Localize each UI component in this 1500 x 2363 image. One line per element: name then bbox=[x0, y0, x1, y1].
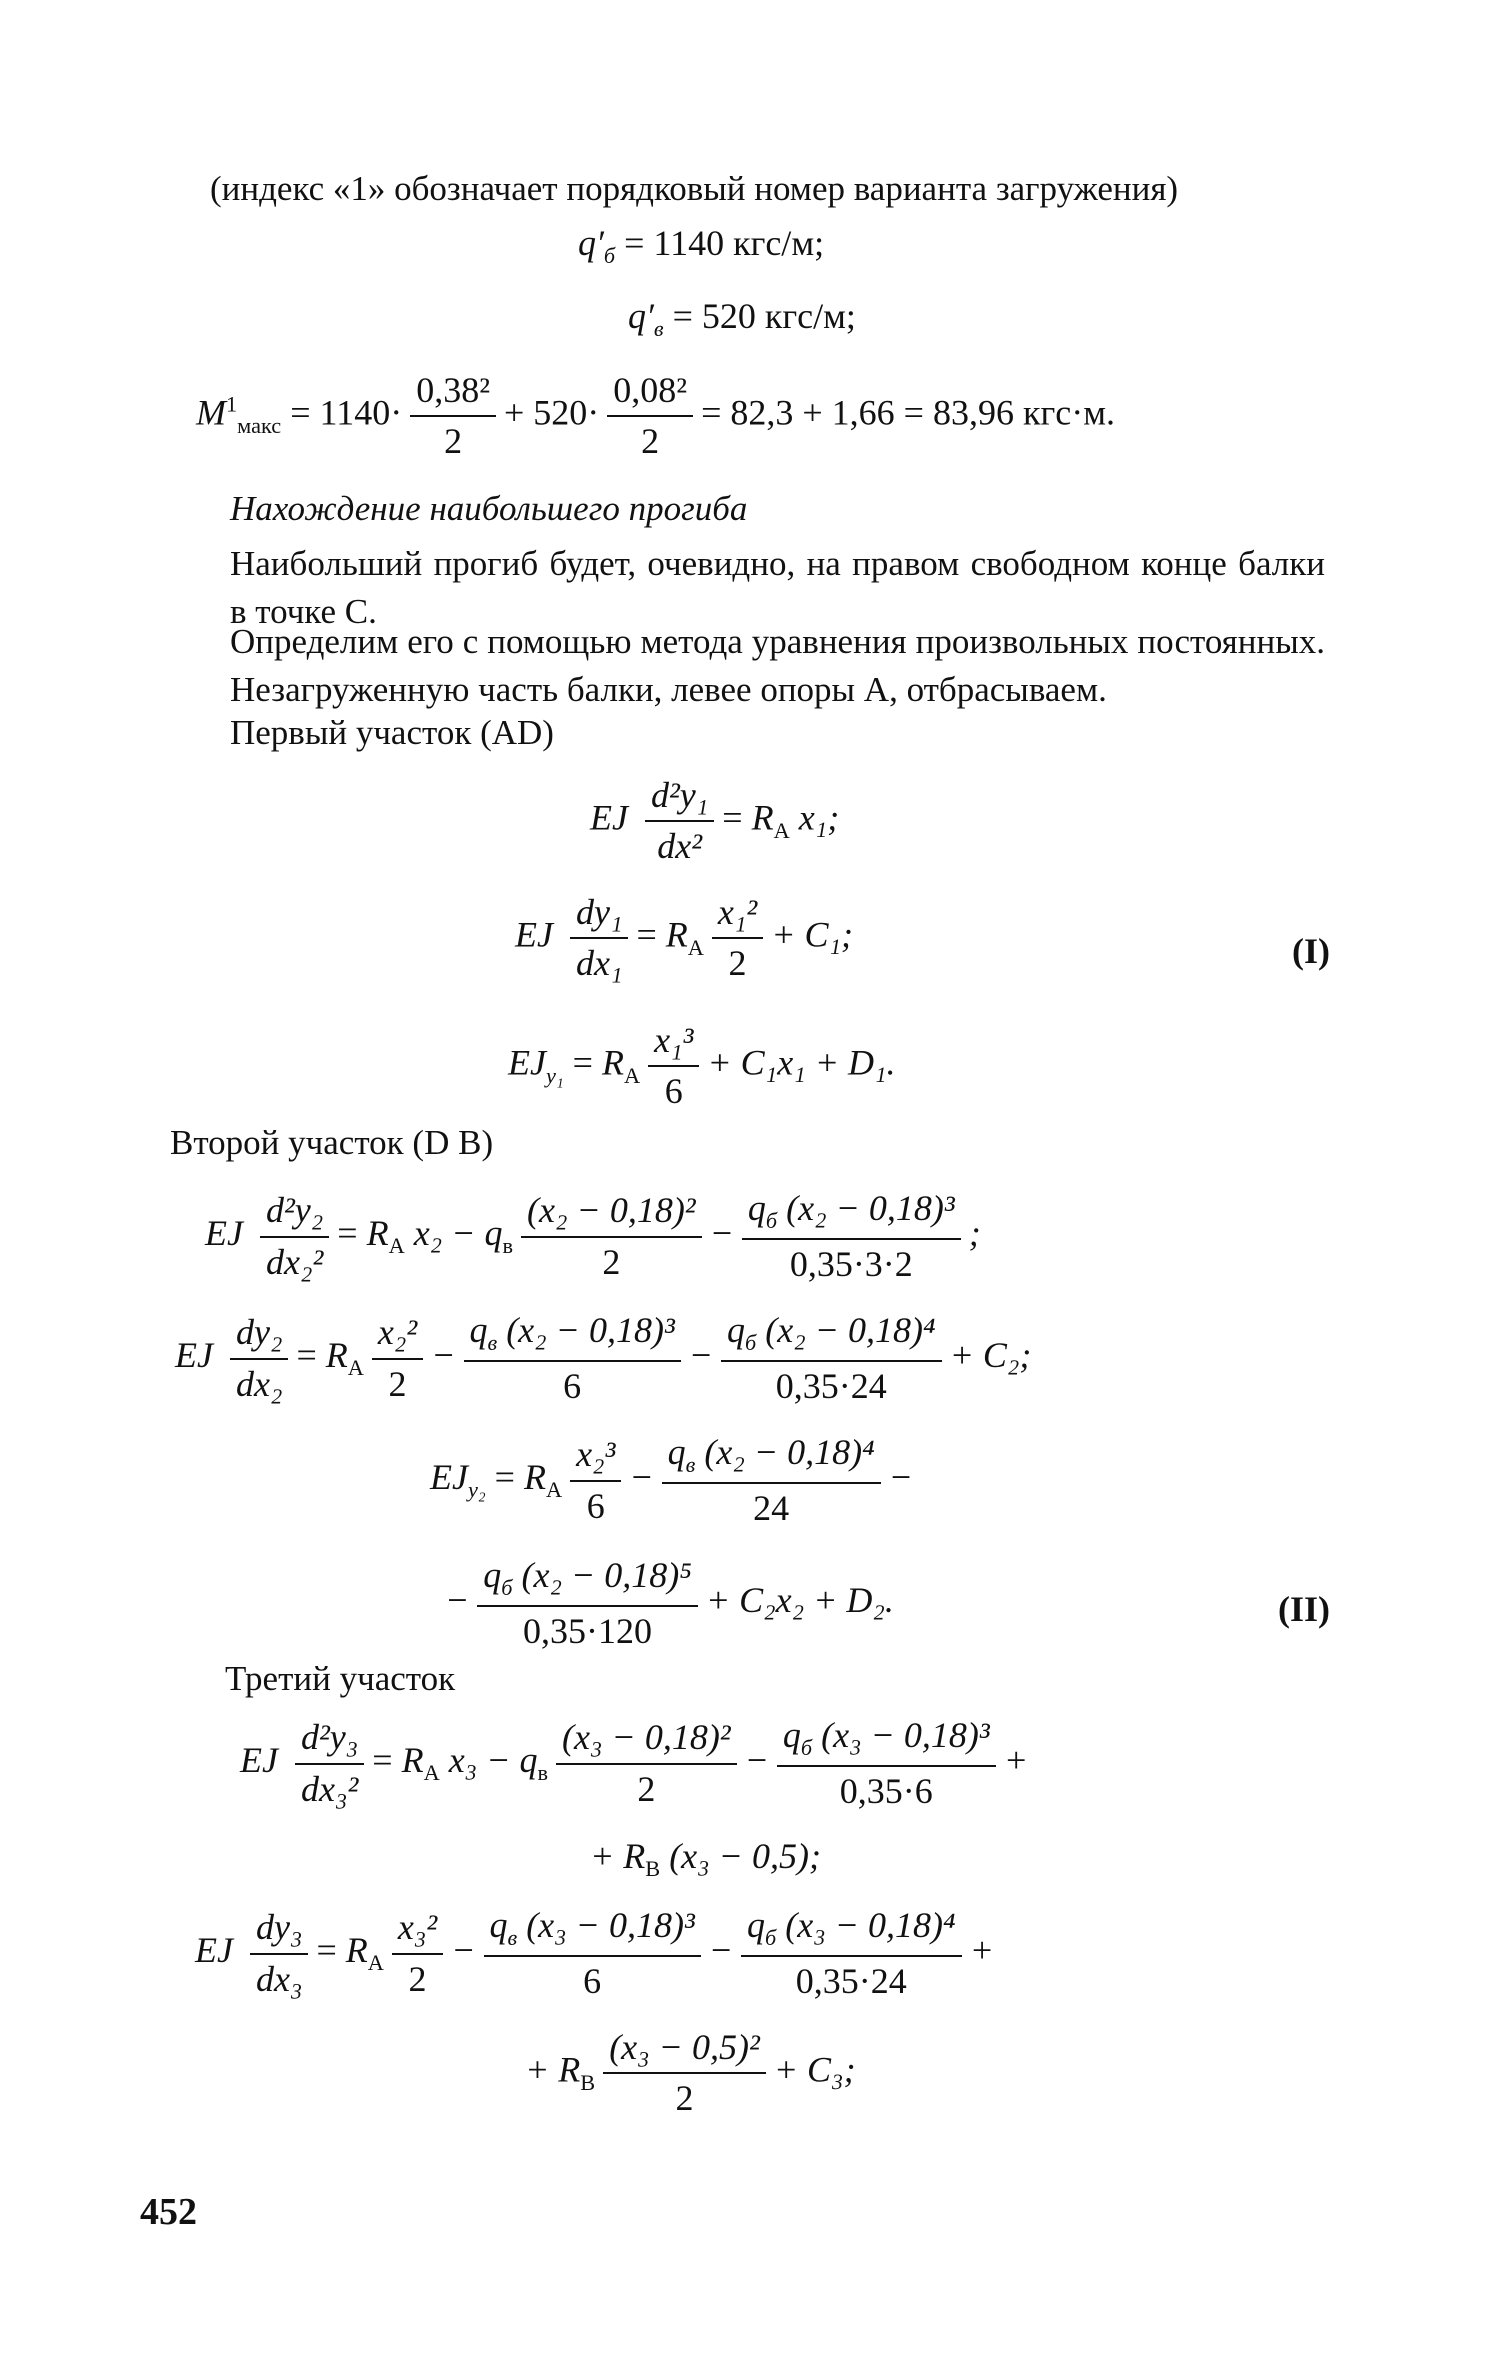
eq-second-2: EJ $\frac{\text{dy₂}}{\text{dx₂}}$ = $R_A$ $\frac{\text{x₂²}}{2}$ − $\frac{q_в (x_2 - 0,18)^3}{6}$ − $\frac{q_б (x_2 - 0,18)^4}{0,35\cdot 24}$ + C₂; bbox=[175, 1310, 1032, 1406]
moment-fraction-1: $\frac{\text{0,38²}}{2}$ bbox=[410, 370, 496, 463]
eq-number-1: (I) bbox=[1292, 931, 1330, 971]
moment-fraction-2: $\frac{\text{0,08²}}{2}$ bbox=[607, 370, 693, 463]
eq-second-1: EJ $\frac{\text{d²y₂}}{\text{dx₂²}}$ = $R_A$ $x_2 - q_в$ $\frac{\text{(x₂ − 0,18)²}}{2}$ − $\frac{q_б (x_2 - 0,18)^3}{0,35\cdot 3\cdot 2}$ ; bbox=[205, 1188, 981, 1284]
eq-first-2: EJ $\frac{\text{dy₁}}{\text{dx₁}}$ = $R_A$ $\frac{\text{x₁²}}{2}$ + C₁; bbox=[515, 892, 854, 984]
paragraph-1: Наибольший прогиб будет, очевидно, на правом свободном конце балки в точке C. bbox=[230, 544, 1325, 631]
moment-coef1: 1140· bbox=[319, 392, 403, 433]
eq-third-1a: EJ $\frac{\text{d²y₃}}{\text{dx₃²}}$ = $R_A$ $x_3 - q_в$ $\frac{\text{(x₃ − 0,18)²}}{2}$ − $\frac{q_б (x_3 - 0,18)^3}{0,35\cdot 6}$ + bbox=[240, 1715, 1028, 1811]
moment-coef2: + 520· bbox=[503, 392, 600, 433]
second-section-label: Второй участок (D B) bbox=[170, 1123, 494, 1162]
third-section-label: Третий участок bbox=[225, 1659, 456, 1698]
load-qb-equation: $q'_б = 1140$ кгс/м; bbox=[578, 223, 825, 269]
moment-result: = 82,3 + 1,66 = 83,96 кгс·м. bbox=[701, 392, 1115, 433]
load-qb-value: = 1140 кгс/м; bbox=[624, 223, 825, 263]
eq-number-2: (II) bbox=[1278, 1589, 1330, 1629]
eq-third-1b: + $R_B$ (x₃ − 0,5); bbox=[590, 1836, 821, 1882]
first-section-label: Первый участок (AD) bbox=[230, 713, 554, 752]
paragraph-2: Определим его с помощью метода уравнения произвольных постоянных. Незагруженную часть балки, левее опоры A, отбрасываем. bbox=[230, 622, 1325, 709]
eq-third-2a: EJ $\frac{\text{dy₃}}{\text{dx₃}}$ = $R_A$ $\frac{\text{x₃²}}{2}$ − $\frac{q_в (x_3 - 0,18)^3}{6}$ − $\frac{q_б (x_3 - 0,18)^4}{0,35\cdot 24}$ + bbox=[195, 1905, 994, 2001]
page-number: 452 bbox=[140, 2191, 197, 2233]
eq-second-3b: − $\frac{q_б (x_2 - 0,18)^5}{0,35\cdot 120}$ + C₂x₂ + D₂. bbox=[445, 1555, 894, 1651]
load-qv-value: = 520 кгс/м; bbox=[672, 296, 856, 336]
index-note: (индекс «1» обозначает порядковый номер варианта загружения) bbox=[210, 169, 1179, 208]
max-moment-equation: $M^1_{макс} = 1140\cdot$ $\frac{\text{0,38²}}{2}$ + 520· $\frac{\text{0,08²}}{2}$ = 82,3 + 1,66 = 83,96 кгс·м. bbox=[196, 370, 1115, 462]
eq-first-1: EJ $\frac{\text{d²y₁}}{\text{dx²}}$ = $R_A$ x₁; bbox=[590, 775, 840, 867]
section-title: Нахождение наибольшего прогиба bbox=[230, 489, 748, 528]
load-qv-equation: $q'_в = 520$ кгс/м; bbox=[628, 296, 856, 342]
eq-second-3a: $EJ_{y_2} = R_A$ $\frac{\text{x₂³}}{6}$ − $\frac{q_в (x_2 - 0,18)^4}{24}$ − bbox=[430, 1432, 913, 1528]
eq-first-3: $EJ_{y_1} = R_A$ $\frac{\text{x₁³}}{6}$ + C₁x₁ + D₁. bbox=[508, 1020, 896, 1112]
eq-third-2b: + $R_B$ $\frac{\text{(x₃ − 0,5)²}}{2}$ + C₃; bbox=[525, 2027, 856, 2119]
